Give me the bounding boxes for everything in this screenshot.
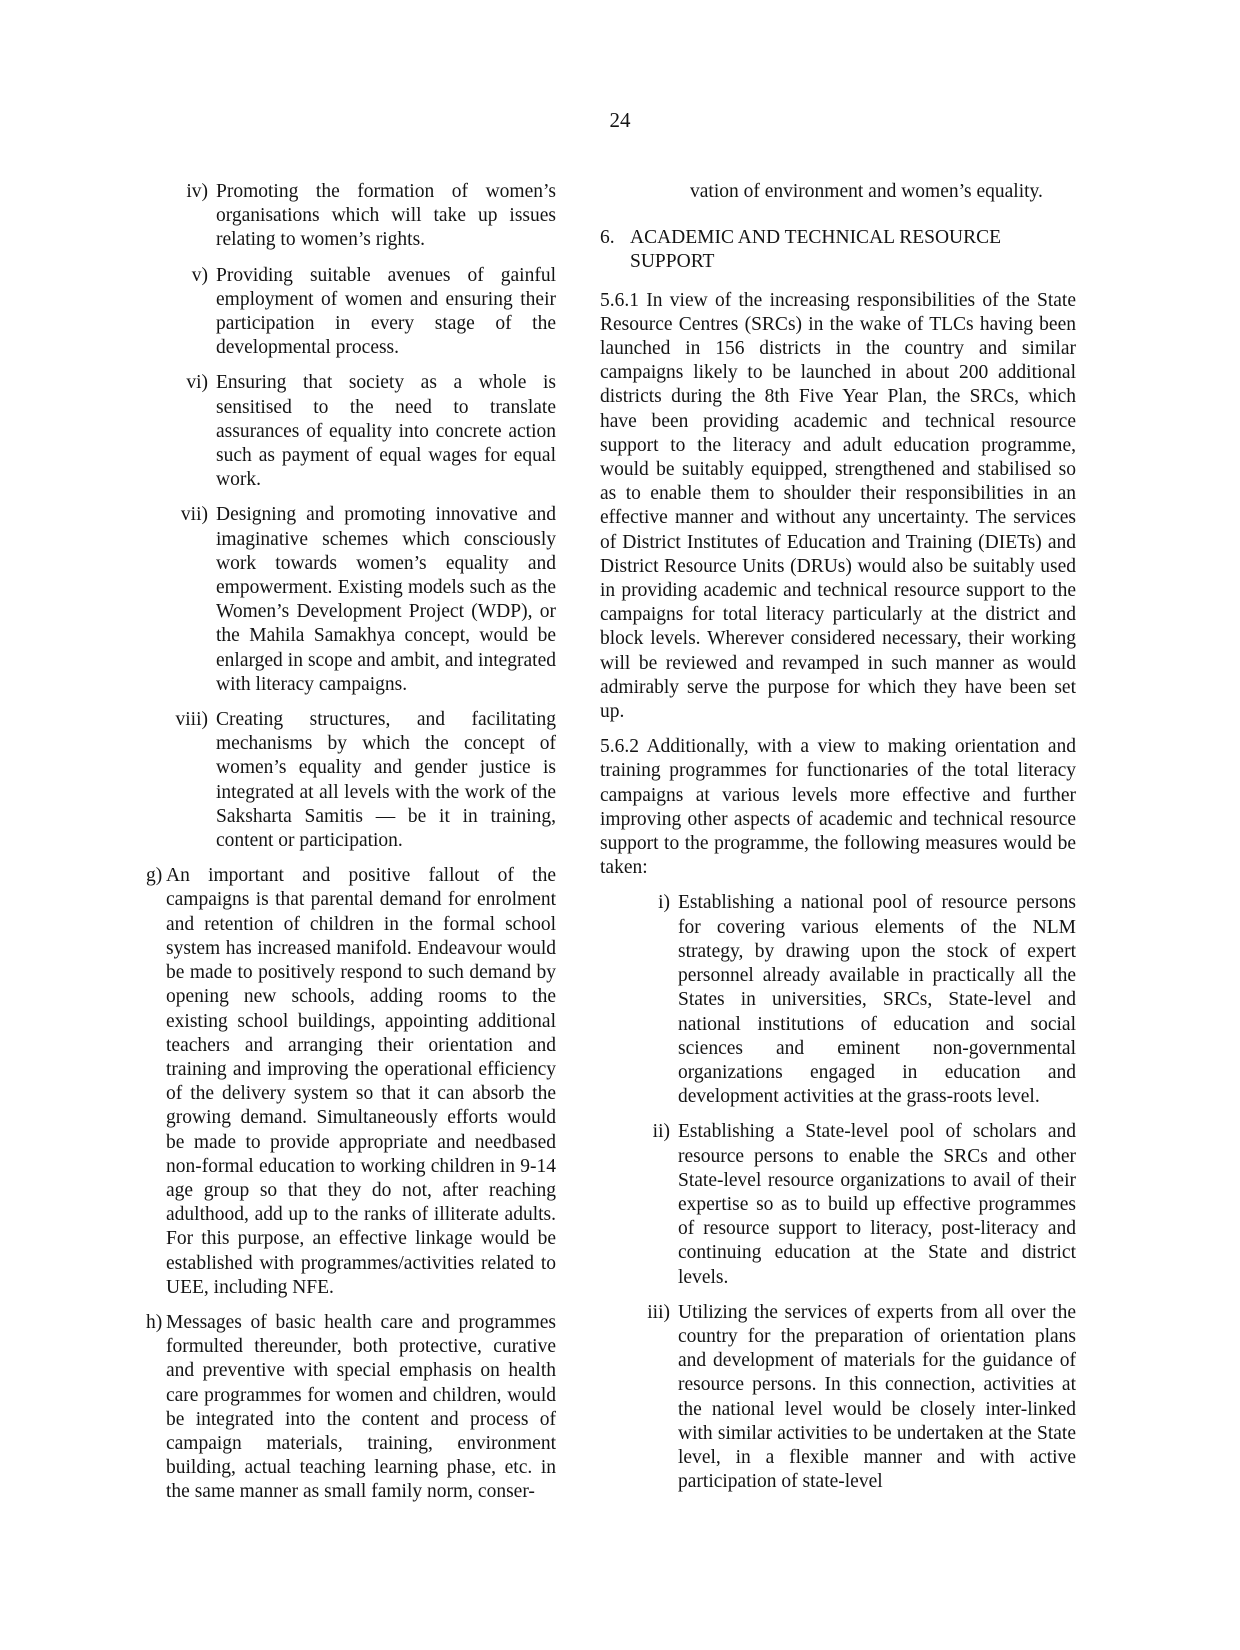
list-marker: g) [146,865,163,887]
paragraph-5-6-1: 5.6.1 In view of the increasing responsibilities of the State Resource Centres (SRCs) in the wake of TLCs having been launched in 156 districts in the country and similar campaigns likely to be launched in about 200 additional districts during the 8th Five Year Plan, the SRCs, which have been providing academic and technical resource support to the literacy and adult education programme, would be suitably equipped, strengthened and stabilised so as to enable them to shoulder their responsibilities in an effective manner and without any uncertainty. The services of District Institutes of Education and Training (DIETs) and District Resource Units (DRUs) would also be suitably used in providing academic and technical resource support to the campaigns for total literacy particularly at the district and block levels. Wherever considered necessary, their working will be reviewed and revamped in such manner as would admirably serve the purpose for which they have been set up. [600,289,1076,723]
list-item-text: Promoting the formation of women’s organisations which will take up issues relating to women’s rights. [216,181,556,251]
list-item-i [600,891,1076,1109]
left-column [148,180,556,1516]
list-marker: vii) [180,504,208,526]
list-item-iv [148,180,556,253]
page-number: 24 [609,108,631,132]
list-item-g [146,864,556,1300]
list-item-text: Ensuring that society as a whole is sensitised to the need to translate assurances of equality into concrete action such as payment of equal wages for equal work. [216,372,556,491]
right-column [600,180,1076,1505]
list-marker: i) [658,892,670,914]
list-item-text: Providing suitable avenues of gainful employment of women and ensuring their participation in every stage of the developmental process. [216,264,556,359]
list-marker: viii) [175,709,208,731]
section-heading [600,226,1076,274]
list-item-h [146,1311,556,1505]
list-item-vi [148,371,556,492]
list-marker: v) [191,264,208,286]
list-item-text: Creating structures, and facilitating mechanisms by which the concept of women’s equality and gender justice is integrated at all levels with the work of the Saksharta Samitis — be it in training, content or participation. [216,709,556,852]
paragraph-5-6-2: 5.6.2 Additionally, with a view to making orientation and training programmes for functionaries of the total literacy campaigns at various levels more effective and further improving other aspects of academic and technical resource support to the programme, the following measures would be taken: [600,736,1076,879]
list-item-text: Establishing a national pool of resource persons for covering various elements of the NLM strategy, by drawing upon the stock of expert personnel already available in practically all the States in universities, SRCs, State-level and national institutions of education and social sciences and eminent non-governmental organizations engaged in education and development activities at the grass-roots level. [678,892,1076,1108]
list-item-iii [600,1301,1076,1495]
list-marker: iii) [647,1301,670,1323]
list-item-text: Establishing a State-level pool of scholars and resource persons to enable the SRCs and other State-level resource organizations to avail of their expertise so as to build up effective programmes of resource support to literacy, post-literacy and continuing education at the State and district levels. [678,1121,1076,1288]
section-number: 6. [600,227,615,249]
list-item-text: An important and positive fallout of the campaigns is that parental demand for enrolment and retention of children in the formal school system has increased manifold. Endeavour would be made to positively respond to such demand by opening new schools, adding rooms to the existing school buildings, appointing additional teachers and arranging their orientation and training and improving the operational efficiency of the delivery system so that it can absorb the growing demand. Simultaneously efforts would be made to provide appropriate and needbased non-formal education to working children in 9-14 age group so that they do not, after reaching adulthood, add up to the ranks of illiterate adults. For this purpose, an effective linkage would be established with programmes/activities related to UEE, including NFE. [166,865,556,1298]
list-item-text: Designing and promoting innovative and imaginative schemes which consciously work towards women’s equality and empowerment. Existing models such as the Women’s Development Project (WDP), or the Mahila Samakhya concept, would be enlarged in scope and ambit, and integrated with literacy campaigns. [216,504,556,695]
list-item-ii [600,1120,1076,1289]
list-marker: h) [146,1311,163,1333]
list-item-viii [148,708,556,853]
continuation-text: vation of environment and women’s equality. [690,181,1043,202]
list-marker: vi) [186,372,208,394]
list-item-text: Messages of basic health care and programmes formulted thereunder, both protective, curative and preventive with special emphasis on health care programmes for women and children, would be integrated into the content and process of campaign materials, training, environment building, actual teaching learning phase, etc. in the same manner as small family norm, conser- [166,1311,556,1503]
list-item-v [148,264,556,361]
list-item-vii [148,503,556,697]
list-marker: iv) [186,181,208,202]
section-title: ACADEMIC AND TECHNICAL RESOURCE SUPPORT [630,227,1002,273]
list-item-text: Utilizing the services of experts from all over the country for the preparation of orientation plans and development of materials for the guidance of resource persons. In this connection, activities at the national level would be closely inter-linked with similar activities to be undertaken at the State level, in a flexible manner and with active participation of state-level [678,1301,1076,1493]
list-marker: ii) [652,1121,670,1143]
